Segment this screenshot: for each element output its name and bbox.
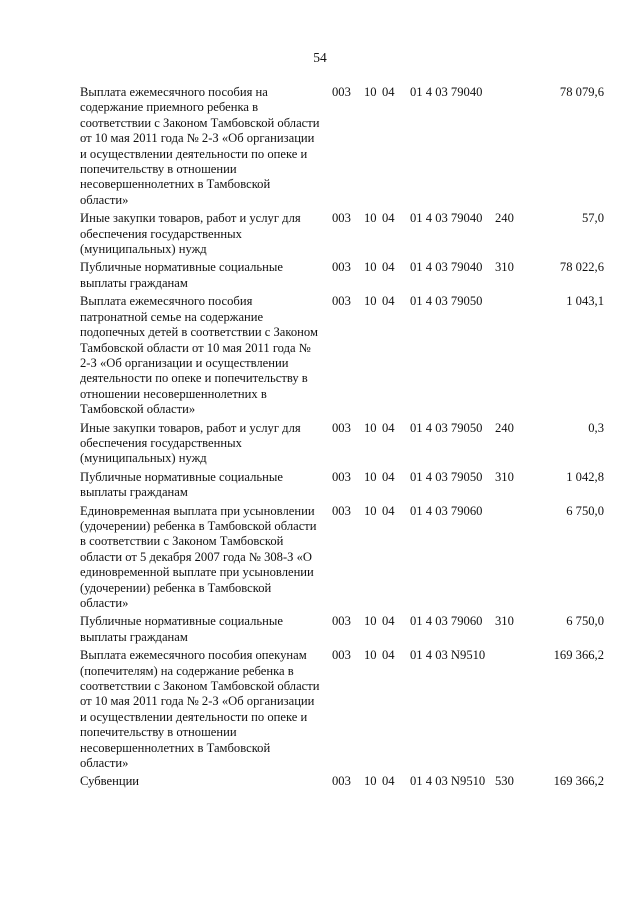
expense-type-code: 310 (495, 469, 514, 484)
row-description: Субвенции (80, 774, 140, 789)
amount: 6 750,0 (566, 614, 604, 629)
table-row (80, 614, 604, 645)
subsection-code: 04 (382, 648, 395, 663)
target-article-code: 01 4 03 79050 (410, 294, 483, 309)
admin-code: 003 (332, 503, 351, 518)
target-article-code: 01 4 03 79050 (410, 420, 483, 435)
amount: 6 750,0 (566, 503, 604, 518)
row-description: Выплата ежемесячного пособия опекунам (попечителям) на содержание ребенка в соответствии с Законом Тамбовской области от 10 мая 2011 года № 2-З «Об организации и осуществлении деятельности по опеке и попечительству в отношении несовершеннолетних в Тамбовской области» (80, 648, 320, 771)
amount: 57,0 (581, 211, 604, 226)
section-code: 10 (364, 648, 377, 663)
subsection-code: 04 (382, 211, 395, 226)
row-description: Единовременная выплата при усыновлении (удочерении) ребенка в Тамбовской области в соответствии с Законом Тамбовской области от 5 декабря 2007 года № 308-З «О единовременной выплате при усыновлении (удочерении) ребенка в Тамбовской области» (80, 503, 317, 610)
table-row (80, 85, 604, 208)
row-description: Иные закупки товаров, работ и услуг для обеспечения государственных (муниципальных) нужд (80, 211, 301, 257)
subsection-code: 04 (382, 260, 395, 275)
section-code: 10 (364, 85, 377, 99)
target-article-code: 01 4 03 79040 (410, 85, 483, 99)
table-row (80, 211, 604, 257)
table-row (80, 504, 604, 612)
row-description: Выплата ежемесячного пособия патронатной семье на содержание подопечных детей в соответствии с Законом Тамбовской области от 10 мая 2011 года № 2-З «Об организации и осуществлении деятельности по опеке и попечительству в отношении несовершеннолетних в Тамбовской области» (80, 294, 318, 417)
admin-code: 003 (332, 294, 351, 309)
table-row (80, 260, 604, 291)
section-code: 10 (364, 260, 377, 275)
subsection-code: 04 (382, 420, 395, 435)
section-code: 10 (364, 503, 377, 518)
table-row (80, 294, 604, 417)
admin-code: 003 (332, 614, 351, 629)
expense-type-code: 310 (495, 614, 514, 629)
expense-type-code: 530 (495, 774, 514, 789)
expense-type-code: 240 (495, 211, 514, 226)
table-row (80, 648, 604, 771)
admin-code: 003 (332, 85, 351, 99)
admin-code: 003 (332, 774, 351, 789)
row-description: Публичные нормативные социальные выплаты гражданам (80, 614, 283, 644)
target-article-code: 01 4 03 79060 (410, 503, 483, 518)
amount: 169 366,2 (553, 774, 604, 789)
admin-code: 003 (332, 420, 351, 435)
admin-code: 003 (332, 260, 351, 275)
admin-code: 003 (332, 469, 351, 484)
subsection-code: 04 (382, 503, 395, 518)
section-code: 10 (364, 614, 377, 629)
amount: 0,3 (588, 420, 604, 435)
table-row (80, 774, 604, 789)
section-code: 10 (364, 211, 377, 226)
amount: 169 366,2 (553, 648, 604, 663)
page-number: 54 (313, 50, 327, 65)
section-code: 10 (364, 469, 377, 484)
row-description: Публичные нормативные социальные выплаты гражданам (80, 469, 283, 500)
amount: 1 043,1 (566, 294, 604, 309)
row-description: Публичные нормативные социальные выплаты гражданам (80, 260, 283, 290)
budget-table (80, 85, 604, 789)
subsection-code: 04 (382, 469, 395, 484)
expense-type-code: 310 (495, 260, 514, 275)
table-row (80, 470, 604, 501)
section-code: 10 (364, 294, 377, 309)
row-description: Выплата ежемесячного пособия на содержание приемного ребенка в соответствии с Законом Тамбовской области от 10 мая 2011 года № 2-З «Об организации и осуществлении деятельности по опеке и попечительству в отношении несовершеннолетних в Тамбовской области» (80, 85, 320, 207)
target-article-code: 01 4 03 79060 (410, 614, 483, 629)
subsection-code: 04 (382, 774, 395, 789)
amount: 1 042,8 (566, 469, 604, 484)
subsection-code: 04 (382, 614, 395, 629)
table-row (80, 421, 604, 467)
target-article-code: 01 4 03 N9510 (410, 774, 486, 789)
row-description: Иные закупки товаров, работ и услуг для обеспечения государственных (муниципальных) нужд (80, 420, 301, 466)
target-article-code: 01 4 03 79040 (410, 260, 483, 275)
target-article-code: 01 4 03 79050 (410, 469, 483, 484)
target-article-code: 01 4 03 79040 (410, 211, 483, 226)
section-code: 10 (364, 420, 377, 435)
subsection-code: 04 (382, 294, 395, 309)
section-code: 10 (364, 774, 377, 789)
amount: 78 079,6 (559, 85, 604, 99)
expense-type-code: 240 (495, 420, 514, 435)
admin-code: 003 (332, 648, 351, 663)
target-article-code: 01 4 03 N9510 (410, 648, 486, 663)
amount: 78 022,6 (559, 260, 604, 275)
admin-code: 003 (332, 211, 351, 226)
subsection-code: 04 (382, 85, 395, 99)
